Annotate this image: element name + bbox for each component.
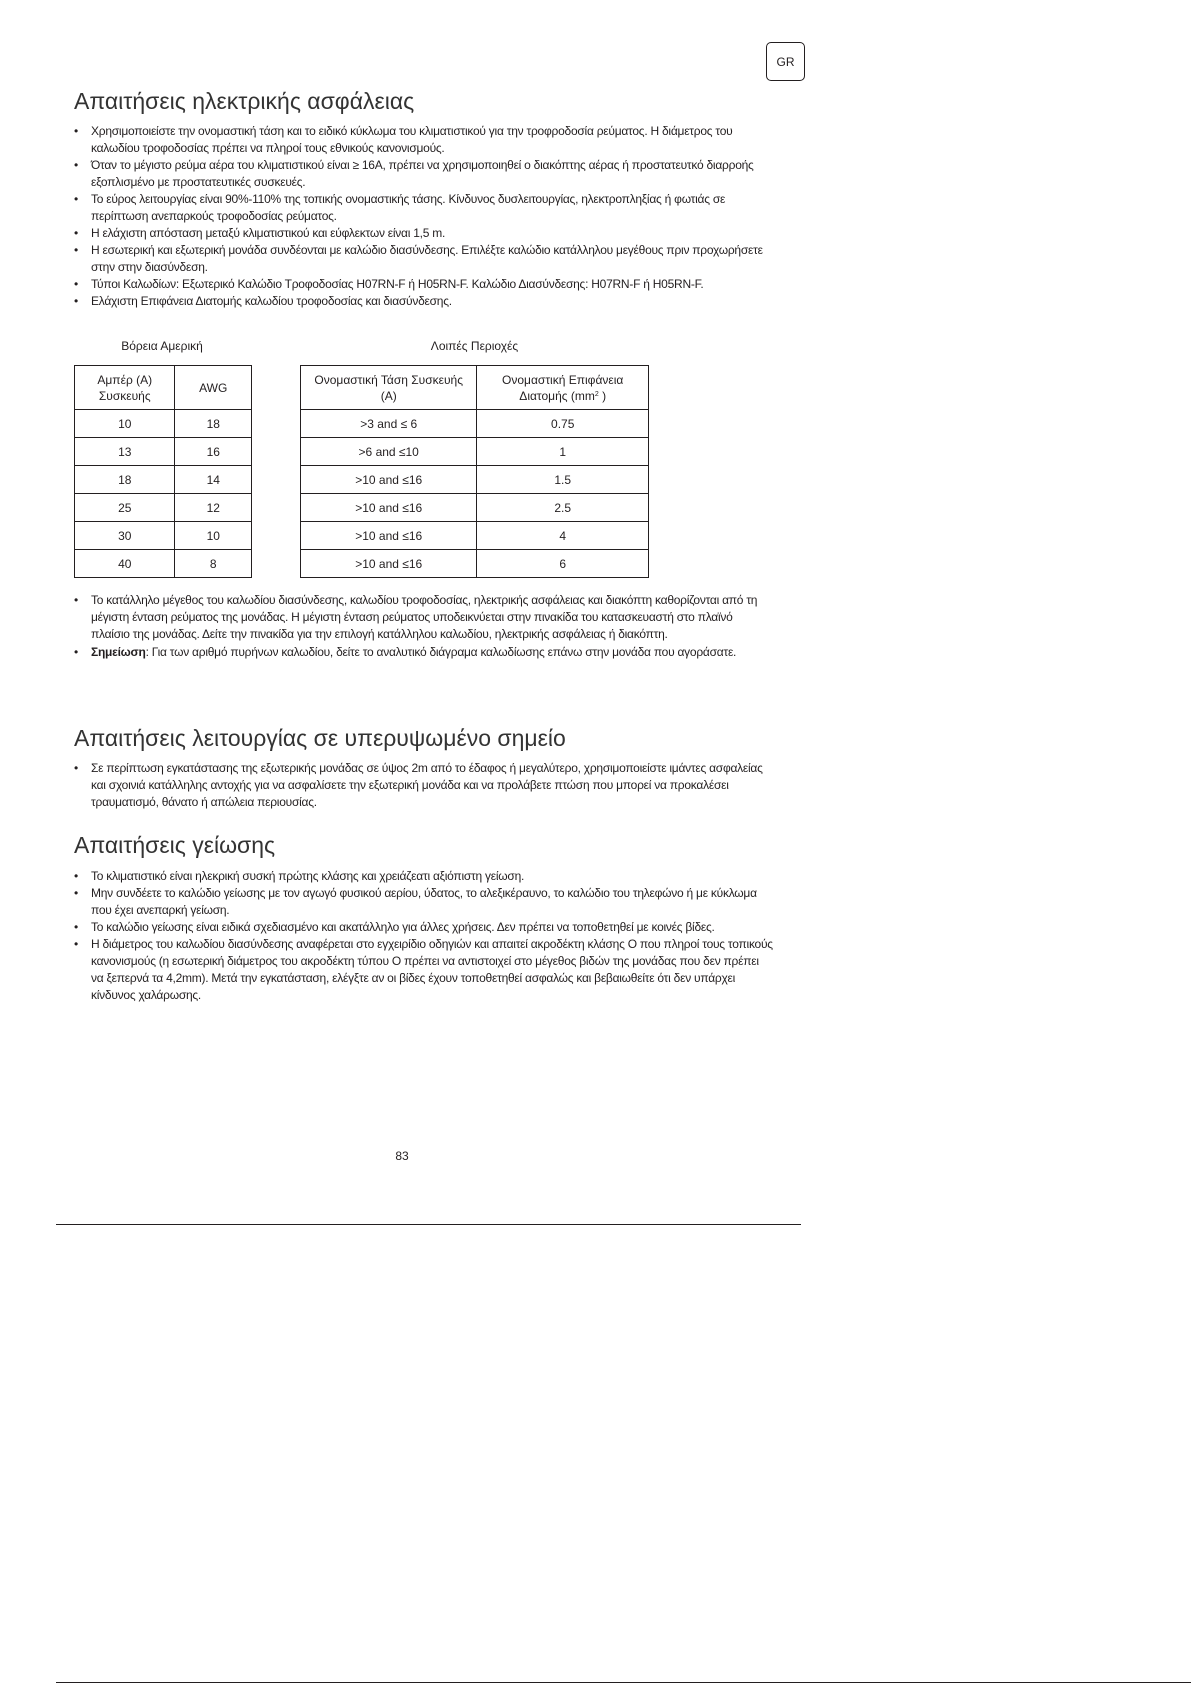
table-cell: 4 xyxy=(477,522,649,550)
table-cell: 12 xyxy=(175,494,252,522)
page-number: 83 xyxy=(395,1149,409,1163)
wire-gauge-table-north-america xyxy=(74,365,252,578)
table-cell: 10 xyxy=(175,522,252,550)
section-title-electrical-safety: Απαιτήσεις ηλεκτρικής ασφάλειας xyxy=(74,88,415,114)
table-caption-north-america: Βόρεια Αμερική xyxy=(121,339,203,353)
list-item: • Όταν το μέγιστο ρεύμα αέρα του κλιματιστικού είναι ≥ 16A, πρέπει να χρησιμοποιηθεί ο διακόπτης αέρας ή προστατευτκό διαρροής εξοπλισμένο με προστατευτικές συσκευές. xyxy=(74,157,774,191)
list-item: • Το κατάλληλο μέγεθος του καλωδίου διασύνδεσης, καλωδίου τροφοδοσίας, ηλεκτρικής ασφάλειας και διακόπτη καθορίζονται από τη μέγιστη ένταση ρεύματος της μονάδας. Η μέγιστη ένταση ρεύματος υποδεικνύεται στην πινακίδα του κατασκευαστή στο πλαϊνό πλαίσιο της μονάδας. Δείτε την πινακίδα για την επιλογή κατάλληλου καλωδίου, ηλεκτρικής ασφάλειας ή διακόπτη. xyxy=(74,592,774,643)
language-badge: GR xyxy=(766,42,805,81)
divider-line xyxy=(56,1224,801,1225)
table-row xyxy=(301,550,649,578)
table-row xyxy=(75,438,252,466)
cable-sizing-notes-list xyxy=(74,592,774,661)
table-header-row xyxy=(75,366,252,410)
column-header-awg: AWG xyxy=(175,366,252,410)
table-cell: >10 and ≤16 xyxy=(301,550,477,578)
table-cell: 16 xyxy=(175,438,252,466)
elevated-work-list xyxy=(74,760,774,811)
section-title-grounding: Απαιτήσεις γείωσης xyxy=(74,832,276,858)
table-cell: 25 xyxy=(75,494,175,522)
table-cell: 1.5 xyxy=(477,466,649,494)
table-cell: >10 and ≤16 xyxy=(301,466,477,494)
list-item: • Σε περίπτωση εγκατάστασης της εξωτερικής μονάδας σε ύψος 2m από το έδαφος ή μεγαλύτερο, χρησιμοποιείστε ιμάντες ασφαλείας και σχοινιά κατάλληλης αντοχής για να ασφαλίσετε την εξωτερική μονάδα και να προλάβετε πτώση που μπορεί να προκαλέσει τραυματισμό, θάνατο ή απώλεια περιουσίας. xyxy=(74,760,774,811)
divider-line xyxy=(56,1682,1191,1683)
table-cell: 13 xyxy=(75,438,175,466)
list-item: • Ελάχιστη Επιφάνεια Διατομής καλωδίου τροφοδοσίας και διασύνδεσης. xyxy=(74,293,774,310)
table-cell: 30 xyxy=(75,522,175,550)
table-cell: >10 and ≤16 xyxy=(301,494,477,522)
electrical-safety-list xyxy=(74,123,774,310)
table-row xyxy=(301,494,649,522)
table-row xyxy=(75,410,252,438)
section-title-elevated-work: Απαιτήσεις λειτουργίας σε υπερυψωμένο σημείο xyxy=(74,725,566,751)
table-cell: >6 and ≤10 xyxy=(301,438,477,466)
list-item: • Χρησιμοποιείστε την ονομαστική τάση και το ειδικό κύκλωμα του κλιματιστικού για την τροφροδοσία ρεύματος. Η διάμετρος του καλωδίου τροφοδοσίας πρέπει να πληροί τους εθνικούς κανονισμούς. xyxy=(74,123,774,157)
list-item: • Μην συνδέετε το καλώδιο γείωσης με τον αγωγό φυσικού αερίου, ύδατος, το αλεξικέραυνο, το καλώδιο του τηλεφώνο ή με κύκλωμα που έχει ανεπαρκή γείωση. xyxy=(74,885,774,919)
table-cell: >10 and ≤16 xyxy=(301,522,477,550)
list-item: • Το κλιματιστικό είναι ηλεκρική συσκή πρώτης κλάσης και χρειάζεατι αξιόπιστη γείωση. xyxy=(74,868,774,885)
table-cell: 8 xyxy=(175,550,252,578)
column-header-cross-section xyxy=(477,366,649,410)
table-cell: 18 xyxy=(75,466,175,494)
table-header-row xyxy=(301,366,649,410)
table-cell: 14 xyxy=(175,466,252,494)
list-item: • Η εσωτερική και εξωτερική μονάδα συνδέονται με καλώδιο διασύνδεσης. Επιλέξτε καλώδιο κατάλληλου μεγέθους πριν προχωρήσετε στην στην διασύνδεση. xyxy=(74,242,774,276)
table-row xyxy=(301,410,649,438)
table-row xyxy=(301,522,649,550)
table-caption-other-regions: Λοιπές Περιοχές xyxy=(430,339,519,353)
column-header-ampere: Αμπέρ (A) Συσκευής xyxy=(75,366,175,410)
table-row xyxy=(75,550,252,578)
list-item: • Η διάμετρος του καλωδίου διασύνδεσης αναφέρεται στο εγχειρίδιο οδηγιών και απαιτεί ακροδέκτη κλάσης O που πληροί τους τοπικούς κανονισμούς (η εσωτερική διάμετρος του ακροδέκτη τύπου O πρέπει να αντιστοιχεί στο μέγεθος βιδών της μονάδας που δεν πρέπει να ξεπερνά τα 4,2mm). Μετά την εγκατάσταση, ελέγξτε αν οι βίδες έχουν τοποθετηθεί ασφαλώς και βεβαιωθείτε ότι δεν υπάρχει κίνδυνος χαλάρωσης. xyxy=(74,936,774,1004)
cross-section-table-other-regions xyxy=(300,365,649,578)
column-header-cross-section-suffix: ) xyxy=(598,388,607,403)
column-header-rated-voltage: Ονομαστική Τάση Συσκευής (A) xyxy=(301,366,477,410)
table-cell: 2.5 xyxy=(477,494,649,522)
table-row xyxy=(75,494,252,522)
list-item: • Το εύρος λειτουργίας είναι 90%-110% της τοπικής ονομαστικής τάσης. Κίνδυνος δυσλειτουργίας, ηλεκτροπληξίας ή φωτιάς σε περίπτωση ανεπαρκούς τροφοδοσίας ρεύματος. xyxy=(74,191,774,225)
table-cell: 10 xyxy=(75,410,175,438)
table-cell: 1 xyxy=(477,438,649,466)
grounding-list xyxy=(74,868,774,1004)
table-row xyxy=(301,438,649,466)
table-cell: 6 xyxy=(477,550,649,578)
note-label: Σημείωση xyxy=(91,645,146,659)
list-item: • Τύποι Καλωδίων: Εξωτερικό Καλώδιο Τροφοδοσίας H07RN-F ή H05RN-F. Καλώδιο Διασύνδεσης: H07RN-F ή H05RN-F. xyxy=(74,276,774,293)
note-item xyxy=(74,644,774,661)
column-header-cross-section-text: Ονομαστική Επιφάνεια Διατομής (mm xyxy=(502,372,624,403)
note-text: : Για των αριθμό πυρήνων καλωδίου, δείτε το αναλυτικό διάγραμα καλωδίωσης επάνω στην μονάδα που αγοράσατε. xyxy=(145,645,737,659)
list-item: • Η ελάχιστη απόσταση μεταξύ κλιματιστικού και εύφλεκτων είναι 1,5 m. xyxy=(74,225,774,242)
table-row xyxy=(75,522,252,550)
list-item: • Το καλώδιο γείωσης είναι ειδικά σχεδιασμένο και ακατάλληλο για άλλες χρήσεις. Δεν πρέπει να τοποθετηθεί με κοινές βίδες. xyxy=(74,919,774,936)
superscript: 2 xyxy=(594,390,599,398)
table-row xyxy=(75,466,252,494)
table-cell: 40 xyxy=(75,550,175,578)
table-cell: >3 and ≤ 6 xyxy=(301,410,477,438)
table-row xyxy=(301,466,649,494)
table-cell: 0.75 xyxy=(477,410,649,438)
table-cell: 18 xyxy=(175,410,252,438)
